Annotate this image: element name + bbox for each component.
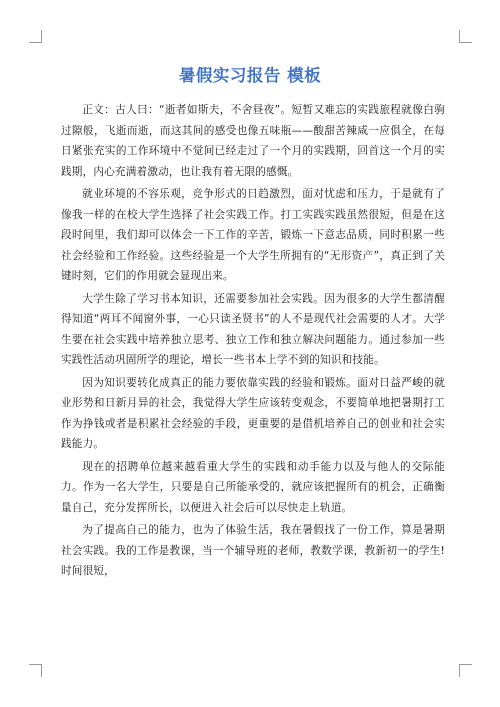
paragraph-4: 因为知识要转化成真正的能力要依靠实践的经验和锻炼。面对日益严峻的就业形势和日新月异的社会，我觉得大学生应该转变观念，不要简单地把暑期打工作为挣钱或者是积累社会经验的手段，更重要的是借机培养自己的创业和社会实践能力。 [61,376,445,450]
crop-mark-top-left [29,30,42,43]
paragraph-3: 大学生除了学习书本知识，还需要参加社会实践。因为很多的大学生都清醒得知道“两耳不闻窗外事，一心只读圣贤书”的人不是现代社会需要的人才。大学生要在社会实践中培养独立思考、独立工作和独立解决问题能力。通过参加一些实践性活动巩固所学的理论，增长一些书本上学不到的知识和技能。 [61,292,445,366]
paragraph-5: 现在的招聘单位越来越看重大学生的实践和动手能力以及与他人的交际能力。作为一名大学生，只要是自己所能承受的，就应该把握所有的机会，正确衡量自己，充分发挥所长，以便进入社会后可以尽快走上轨道。 [61,460,445,514]
paragraph-1: 正文：古人曰：“逝者如斯夫，不舍昼夜”。短暂又难忘的实践旅程就像白驹过隙般，飞逝而逝，而这其间的感受也像五味瓶——酸甜苦辣咸一应俱全，在每日紧张充实的工作环境中不觉间已经走过了一个月的实践期，回首这一个月的实践期，内心充满着激动，也让我有着无限的感慨。 [61,104,445,178]
paragraph-2: 就业环境的不容乐观，竞争形式的日趋激烈，面对忧虑和压力，于是就有了像我一样的在校大学生选择了社会实践工作。打工实践实践虽然很短，但是在这段时间里，我们却可以体会一下工作的辛苦，锻炼一下意志品质，同时积累一些社会经验和工作经验。这些经验是一个大学生所拥有的“无形资产”，真正到了关键时刻，它们的作用就会显现出来。 [61,188,445,282]
crop-mark-bottom-left [29,664,42,677]
document-title: 暑假实习报告 模板 [178,66,322,85]
crop-mark-bottom-right [459,664,472,677]
paragraph-6: 为了提高自己的能力，也为了体验生活，我在暑假找了一份工作，算是暑期社会实践。我的工作是教课，当一个辅导班的老师，教数学课，教新初一的学生!时间很短， [61,524,445,577]
crop-mark-top-right [459,30,472,43]
document-body [61,100,445,582]
